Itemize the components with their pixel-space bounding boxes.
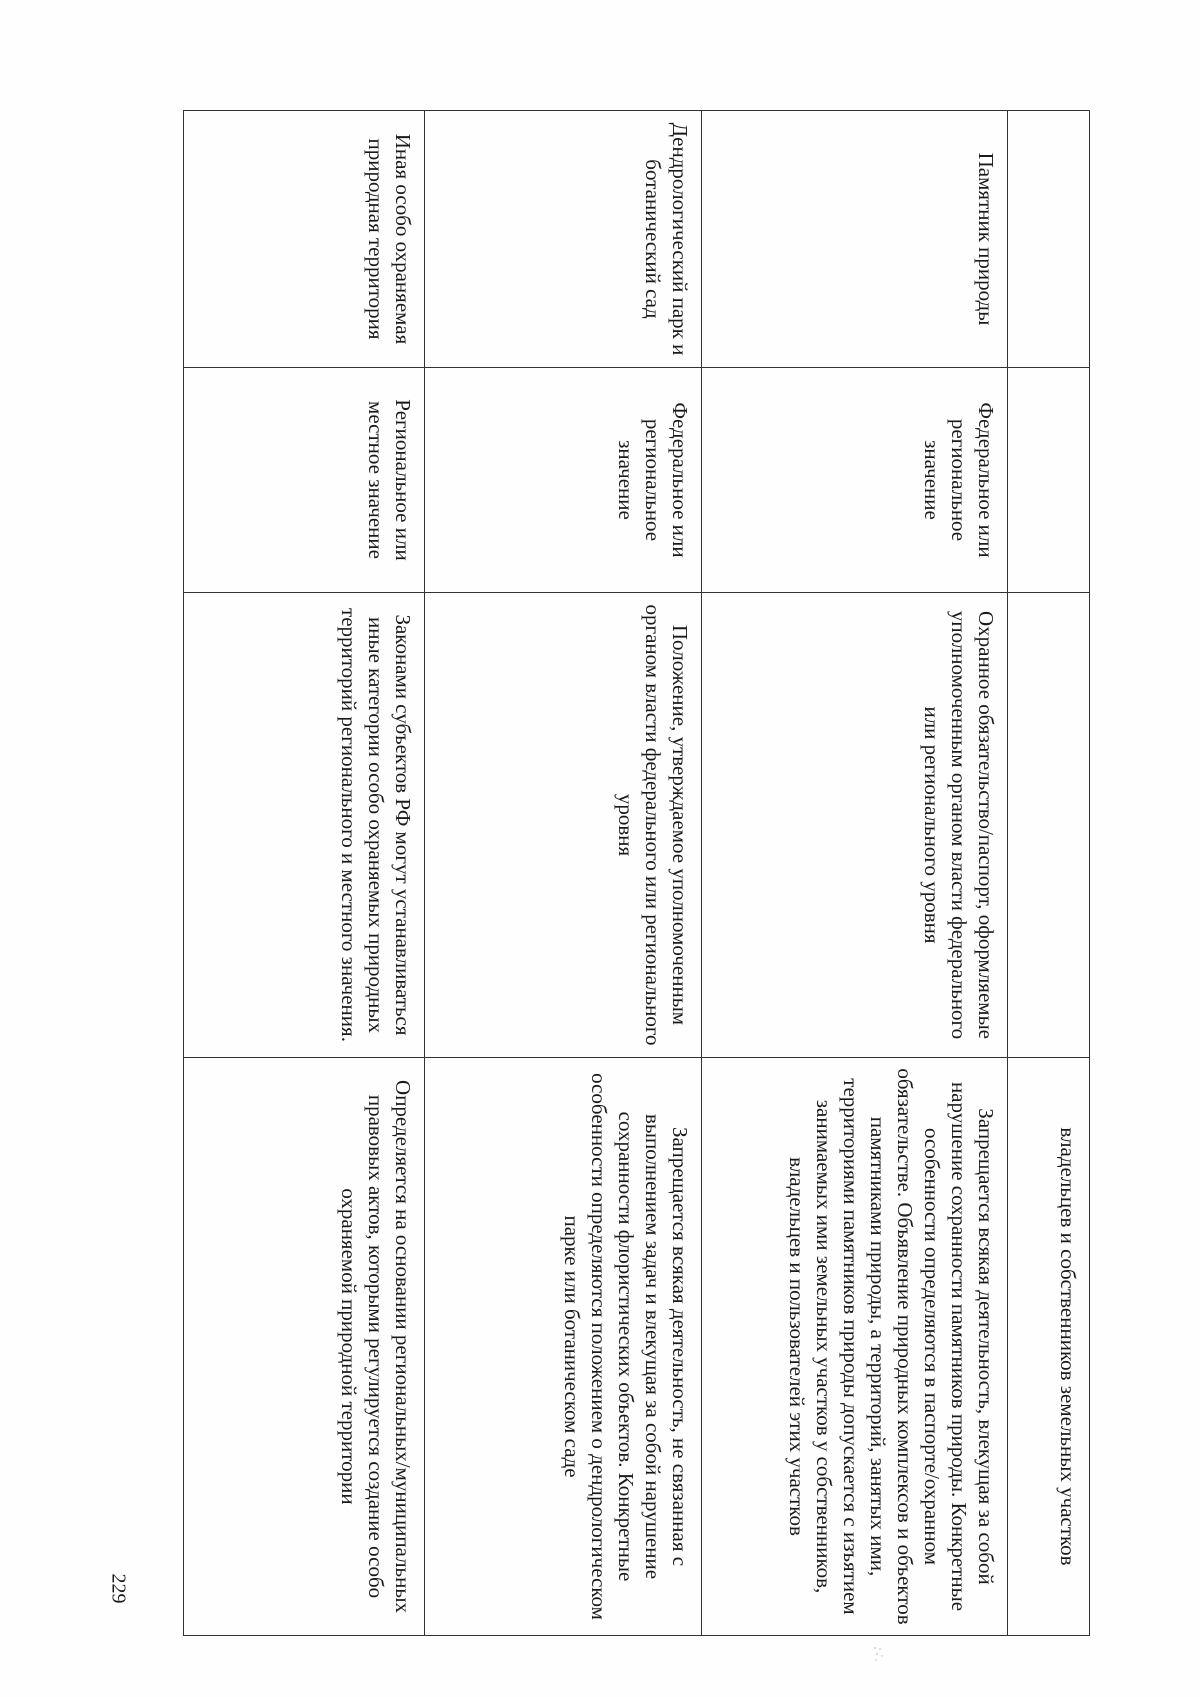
cell-regime: владельцев и собственников земельных участков	[1008, 1058, 1090, 1636]
cell-regime: Запрещается всякая деятельность, влекущая за собой нарушение сохранности памятников природы. Конкретные особенности определяются в паспорте/охранном обязательстве. Объявление природных комплексов и объектов памятниками природы, а территорий, занятых ими, территориями памятников природы допускается с изъятием занимаемых ими земельных участков у собственников, владельцев и пользователей этих участков	[701, 1058, 1008, 1636]
cell-document: Законами субъектов РФ могут устанавливаться иные категории особо охраняемых природных территорий регионального и местного значения.	[184, 593, 425, 1058]
cell-document: Положение, утверждаемое уполномоченным органом власти федерального или регионального уровня	[425, 593, 702, 1058]
cell-name: Памятник природы	[701, 111, 1008, 368]
rotated-table-wrapper	[183, 110, 1090, 1635]
protected-areas-table	[183, 110, 1090, 1636]
table-row	[1008, 111, 1090, 1636]
cell-level: Федеральное или региональное значение	[701, 368, 1008, 593]
page-number-text: 229	[107, 1573, 130, 1603]
scan-speck-mark	[872, 1645, 886, 1663]
cell-level: Федеральное или региональное значение	[425, 368, 702, 593]
cell-level	[1008, 368, 1090, 593]
cell-regime: Определяется на основании региональных/муниципальных правовых актов, которыми регулируется создание особо охраняемой природной территории	[184, 1058, 425, 1636]
table-row	[701, 111, 1008, 1636]
cell-name: Дендрологический парк и ботанический сад	[425, 111, 702, 368]
cell-name: Иная особо охраняемая природная территория	[184, 111, 425, 368]
scan-speck-icon	[872, 1645, 886, 1663]
document-table-area	[183, 110, 1090, 1635]
table-row	[184, 111, 425, 1636]
table-row	[425, 111, 702, 1636]
cell-document: Охранное обязательство/паспорт, оформляемые уполномоченным органом власти федерального или регионального уровня	[701, 593, 1008, 1058]
cell-level: Региональное или местное значение	[184, 368, 425, 593]
cell-document	[1008, 593, 1090, 1058]
cell-name	[1008, 111, 1090, 368]
page-number	[103, 1558, 133, 1618]
cell-regime: Запрещается всякая деятельность, не связанная с выполнением задач и влекущая за собой нарушение сохранности флористических объектов. Конкретные особенности определяются положением о дендрологическом парке или ботаническом саде	[425, 1058, 702, 1636]
